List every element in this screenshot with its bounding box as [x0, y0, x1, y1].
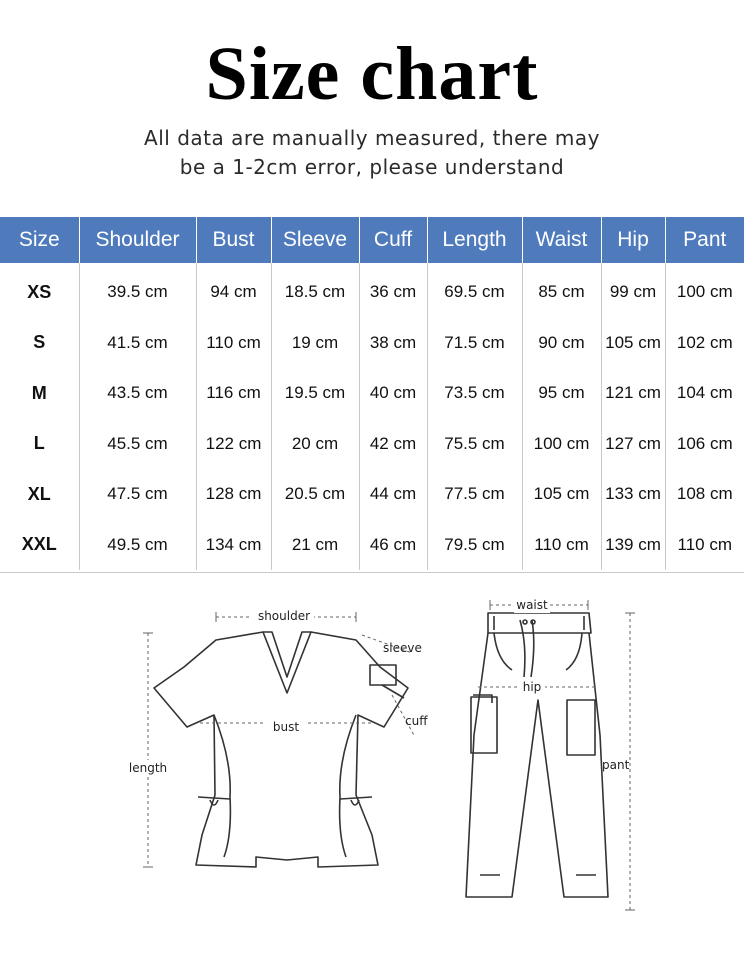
- pant-cell: 104 cm: [665, 368, 744, 419]
- bust-cell: 94 cm: [196, 263, 271, 318]
- size-table: [0, 217, 744, 570]
- bust-cell: 134 cm: [196, 520, 271, 571]
- hip-cell: 99 cm: [601, 263, 665, 318]
- waist-label: waist: [516, 598, 548, 612]
- note-line-1: All data are manually measured, there may: [144, 126, 600, 150]
- waist-cell: 90 cm: [522, 318, 601, 369]
- cuff-cell: 36 cm: [359, 263, 427, 318]
- header-length: Length: [427, 217, 522, 263]
- cuff-cell: 40 cm: [359, 368, 427, 419]
- sleeve-cell: 19.5 cm: [271, 368, 359, 419]
- pant-cell: 100 cm: [665, 263, 744, 318]
- table-row: [0, 469, 744, 520]
- cuff-cell: 38 cm: [359, 318, 427, 369]
- waist-cell: 85 cm: [522, 263, 601, 318]
- header-size: Size: [0, 217, 79, 263]
- table-row: [0, 520, 744, 571]
- length-cell: 77.5 cm: [427, 469, 522, 520]
- cuff-cell: 44 cm: [359, 469, 427, 520]
- pants-illustration: [466, 613, 608, 897]
- note-line-2: be a 1-2cm error, please understand: [179, 155, 565, 179]
- size-cell: S: [33, 332, 46, 353]
- cuff-cell: 42 cm: [359, 419, 427, 470]
- length-cell: 71.5 cm: [427, 318, 522, 369]
- shoulder-cell: 49.5 cm: [79, 520, 196, 571]
- shoulder-cell: 39.5 cm: [79, 263, 196, 318]
- hip-cell: 121 cm: [601, 368, 665, 419]
- measurement-diagram: [0, 585, 744, 955]
- bust-cell: 122 cm: [196, 419, 271, 470]
- length-cell: 75.5 cm: [427, 419, 522, 470]
- hip-cell: 133 cm: [601, 469, 665, 520]
- bust-cell: 128 cm: [196, 469, 271, 520]
- hip-cell: 127 cm: [601, 419, 665, 470]
- waist-cell: 105 cm: [522, 469, 601, 520]
- hip-cell: 139 cm: [601, 520, 665, 571]
- length-cell: 73.5 cm: [427, 368, 522, 419]
- header-bust: Bust: [196, 217, 271, 263]
- table-bottom-rule: [0, 572, 744, 573]
- sleeve-label: sleeve: [383, 641, 422, 655]
- shoulder-label: shoulder: [257, 609, 311, 623]
- cuff-cell: 46 cm: [359, 520, 427, 571]
- size-cell: L: [33, 433, 45, 454]
- table-row: [0, 368, 744, 419]
- page-title: Size chart: [205, 32, 539, 116]
- table-row: [0, 419, 744, 470]
- size-cell: XS: [27, 281, 52, 302]
- sleeve-cell: 19 cm: [271, 318, 359, 369]
- header-shoulder: Shoulder: [79, 217, 196, 263]
- pant-cell: 108 cm: [665, 469, 744, 520]
- shoulder-cell: 45.5 cm: [79, 419, 196, 470]
- header-sleeve: Sleeve: [271, 217, 359, 263]
- bust-label: bust: [272, 720, 300, 734]
- header-cuff: Cuff: [359, 217, 427, 263]
- hip-label: hip: [522, 680, 542, 694]
- waist-cell: 100 cm: [522, 419, 601, 470]
- table-row: [0, 318, 744, 369]
- pant-cell: 102 cm: [665, 318, 744, 369]
- sleeve-cell: 21 cm: [271, 520, 359, 571]
- bust-cell: 116 cm: [196, 368, 271, 419]
- cuff-label: cuff: [405, 714, 428, 728]
- scrub-top-illustration: [154, 632, 408, 867]
- bust-cell: 110 cm: [196, 318, 271, 369]
- size-cell: XXL: [21, 534, 57, 555]
- sleeve-cell: 20 cm: [271, 419, 359, 470]
- pant-label: pant: [602, 758, 630, 772]
- pant-cell: 110 cm: [665, 520, 744, 571]
- sleeve-cell: 18.5 cm: [271, 263, 359, 318]
- pant-cell: 106 cm: [665, 419, 744, 470]
- shoulder-cell: 41.5 cm: [79, 318, 196, 369]
- shoulder-cell: 43.5 cm: [79, 368, 196, 419]
- hip-cell: 105 cm: [601, 318, 665, 369]
- table-header-row: [0, 217, 744, 263]
- waist-cell: 110 cm: [522, 520, 601, 571]
- length-label: length: [128, 761, 168, 775]
- sleeve-cell: 20.5 cm: [271, 469, 359, 520]
- measurement-note: [0, 124, 744, 182]
- header-hip: Hip: [601, 217, 665, 263]
- waist-cell: 95 cm: [522, 368, 601, 419]
- size-cell: XL: [27, 483, 51, 504]
- length-cell: 69.5 cm: [427, 263, 522, 318]
- table-row: [0, 263, 744, 318]
- header-pant: Pant: [665, 217, 744, 263]
- size-cell: M: [31, 382, 47, 403]
- header-waist: Waist: [522, 217, 601, 263]
- length-cell: 79.5 cm: [427, 520, 522, 571]
- shoulder-cell: 47.5 cm: [79, 469, 196, 520]
